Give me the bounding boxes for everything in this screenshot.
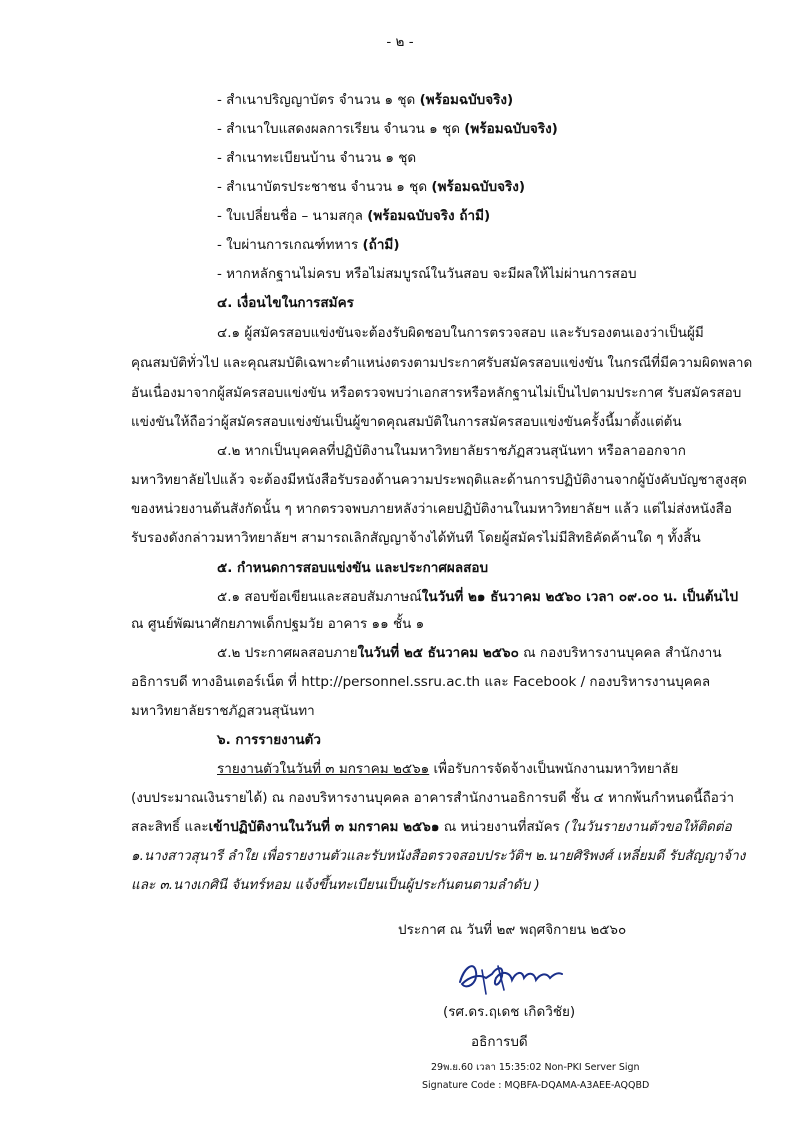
section6-heading: ๖. การรายงานตัว (217, 732, 321, 748)
p42-line1: ๔.๒ หากเป็นบุคคลที่ปฏิบัติงานในมหาวิทยาลัยราชภัฏสวนสุนันทา หรือลาออกจาก (217, 443, 686, 459)
p6-line5: และ ๓.นางเกศินี จันทร์หอม แจ้งขึ้นทะเบียนเป็นผู้ประกันตนตามลำดับ ) (131, 877, 540, 893)
document-item-note: (พร้อมฉบับจริง) (431, 179, 525, 195)
p41-line4: แข่งขันให้ถือว่าผู้สมัครสอบแข่งขันเป็นผู้ขาดคุณสมบัติในการสมัครสอบแข่งขันครั้งนี้มาตั้งแต่ต้น (131, 414, 682, 430)
signature-image (452, 950, 572, 1000)
signature-code: Signature Code : MQBFA-DQAMA-A3AEE-AQQBD (422, 1080, 650, 1091)
document-item-text: - สำเนาปริญญาบัตร จำนวน ๑ ชุด (217, 92, 420, 108)
document-item-note: (ถ้ามี) (362, 237, 400, 253)
signer-name: (รศ.ดร.ฤเดช เกิดวิชัย) (443, 1004, 576, 1020)
document-item (217, 148, 416, 168)
p41-line1: ๔.๑ ผู้สมัครสอบแข่งขันจะต้องรับผิดชอบในการตรวจสอบ และรับรองตนเองว่าเป็นผู้มี (217, 325, 704, 341)
p6-line4: ๑.นางสาวสุนารี ลำใย เพื่อรายงานตัวและรับหนังสือตรวจสอบประวัติฯ ๒.นายศิริพงศ์ เหลี่ยมดี รับสัญญาจ้าง (131, 848, 746, 864)
document-item (217, 235, 400, 255)
document-item (217, 119, 558, 139)
page-number: - ๒ - (386, 34, 414, 50)
document-item-text: - ใบผ่านการเกณฑ์ทหาร (217, 237, 363, 253)
p41-line2: คุณสมบัติทั่วไป และคุณสมบัติเฉพาะตำแหน่งตรงตามประกาศรับสมัครสอบแข่งขัน ในกรณีที่มีความผิดพลาด (131, 355, 753, 371)
p42-line2: มหาวิทยาลัยไปแล้ว จะต้องมีหนังสือรับรองด้านความประพฤติและด้านการปฏิบัติงานจากผู้บังคับบัญชาสูงสุด (131, 472, 747, 488)
document-item-text: - หากหลักฐานไม่ครบ หรือไม่สมบูรณ์ในวันสอบ จะมีผลให้ไม่ผ่านการสอบ (217, 266, 637, 282)
section5-heading: ๕. กำหนดการสอบแข่งขัน และประกาศผลสอบ (217, 560, 489, 576)
p52-line1: ๕.๒ ประกาศผลสอบภายในวันที่ ๒๕ ธันวาคม ๒๕๖๐ ณ กองบริหารงานบุคคล สำนักงาน (217, 645, 722, 661)
p52-line2: อธิการบดี ทางอินเตอร์เน็ต ที่ http://personnel.ssru.ac.th และ Facebook / กองบริหารงานบุคคล (131, 674, 711, 690)
document-item-note: (พร้อมฉบับจริง ถ้ามี) (367, 208, 491, 224)
document-item-text: - สำเนาใบแสดงผลการเรียน จำนวน ๑ ชุด (217, 121, 465, 137)
document-item (217, 177, 525, 197)
document-item (217, 90, 513, 110)
signer-title: อธิการบดี (471, 1034, 528, 1050)
document-item-note: (พร้อมฉบับจริง) (419, 92, 514, 108)
p52-line3: มหาวิทยาลัยราชภัฏสวนสุนันทา (131, 703, 315, 719)
document-item-note: (พร้อมฉบับจริง) (464, 121, 558, 137)
p6-line3: สละสิทธิ์ และเข้าปฏิบัติงานในวันที่ ๓ มกราคม ๒๕๖๑ ณ หน่วยงานที่สมัคร (ในวันรายงานตัวขอให้ติดต่อ (131, 819, 732, 835)
document-item (217, 206, 490, 226)
document-item (217, 264, 637, 284)
announce-date: ประกาศ ณ วันที่ ๒๙ พฤศจิกายน ๒๕๖๐ (398, 922, 627, 938)
p6-line1: รายงานตัวในวันที่ ๓ มกราคม ๒๕๖๑ เพื่อรับการจัดจ้างเป็นพนักงานมหาวิทยาลัย (217, 761, 679, 777)
p6-line2: (งบประมาณเงินรายได้) ณ กองบริหารงานบุคคล อาคารสำนักงานอธิการบดี ชั้น ๔ หากพ้นกำหนดนี้ถือว่า (131, 790, 735, 806)
section4-heading: ๔. เงื่อนไขในการสมัคร (217, 295, 354, 311)
document-item-text: - ใบเปลี่ยนชื่อ – นามสกุล (217, 208, 368, 224)
server-sign-note: 29พ.ย.60 เวลา 15:35:02 Non-PKI Server Sign (431, 1062, 640, 1073)
p42-line3: ของหน่วยงานต้นสังกัดนั้น ๆ หากตรวจพบภายหลังว่าเคยปฏิบัติงานในมหาวิทยาลัยฯ แล้ว แต่ไม่ส่งหนังสือ (131, 501, 733, 517)
document-item-text: - สำเนาบัตรประชาชน จำนวน ๑ ชุด (217, 179, 432, 195)
p41-line3: อันเนื่องมาจากผู้สมัครสอบแข่งขัน หรือตรวจพบว่าเอกสารหรือหลักฐานไม่เป็นไปตามประกาศ รับสมัครสอบ (131, 385, 742, 401)
p42-line4: รับรองดังกล่าวมหาวิทยาลัยฯ สามารถเลิกสัญญาจ้างได้ทันที โดยผู้สมัครไม่มีสิทธิคัดค้านใด ๆ ทั้งสิ้น (131, 530, 701, 546)
p51-line2: ณ ศูนย์พัฒนาศักยภาพเด็กปฐมวัย อาคาร ๑๑ ชั้น ๑ (131, 616, 425, 632)
p51-line1: ๕.๑ สอบข้อเขียนและสอบสัมภาษณ์ในวันที่ ๒๑ ธันวาคม ๒๕๖๐ เวลา ๐๙.๐๐ น. เป็นต้นไป (217, 589, 739, 605)
document-item-text: - สำเนาทะเบียนบ้าน จำนวน ๑ ชุด (217, 150, 417, 166)
